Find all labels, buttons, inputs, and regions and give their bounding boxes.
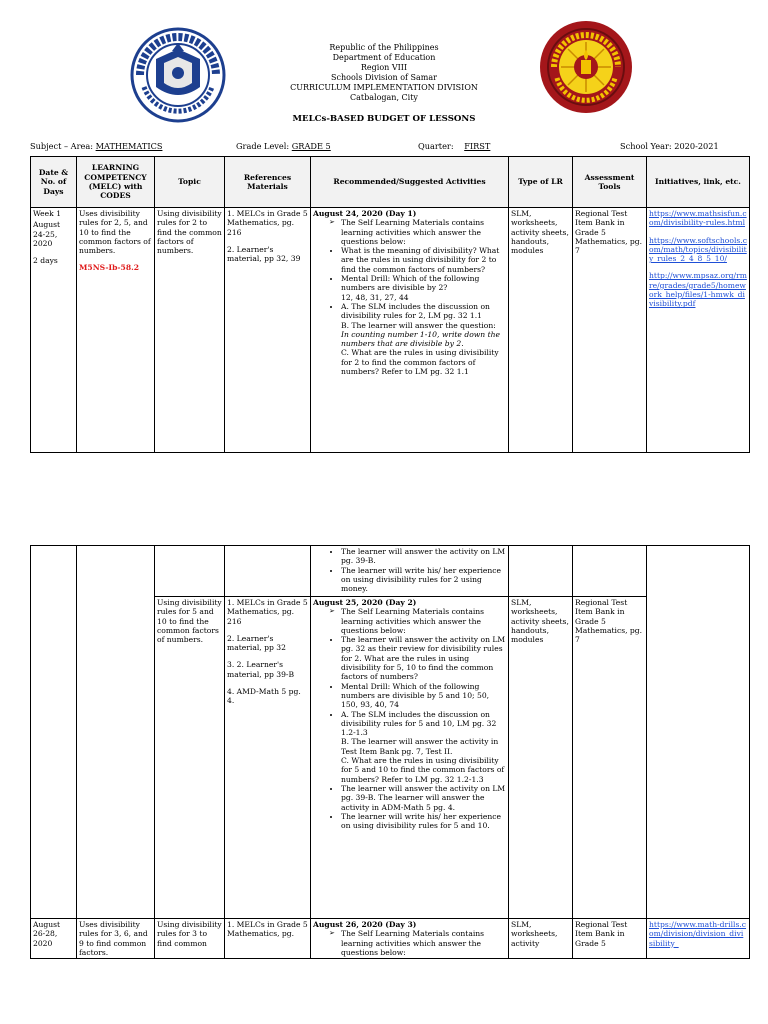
references-cell: 1. MELCs in Grade 5 Mathematics, pg. xyxy=(225,919,311,959)
resource-link[interactable]: https://www.math-drills.com/division/division_divisibility_ xyxy=(649,920,747,948)
resource-link[interactable]: http://www.mpsaz.org/rmre/grades/grade5/homework_help/files/1-hmwk_divisibility.pdf xyxy=(649,271,747,309)
day-title: August 25, 2020 (Day 2) xyxy=(313,598,417,607)
quarter-value: FIRST xyxy=(464,141,491,151)
topic-cell: Using divisibility rules for 3 to find common xyxy=(155,919,225,959)
activity-text: C. What are the rules in using divisibility for 2 to find the common factors of numbers? Refer to LM pg. 32 1.1 xyxy=(341,348,499,377)
activities-cell xyxy=(311,597,509,919)
date-cell: August 26-28, 2020 xyxy=(31,919,77,959)
subject-area xyxy=(30,141,162,151)
budget-table-page-2 xyxy=(30,545,750,959)
activity-text: Mental Drill: Which of the following numbers are divisible by 2? xyxy=(341,274,480,293)
col-assessment: Assessment Tools xyxy=(573,157,647,208)
resource-link[interactable]: https://www.softschools.com/math/topics/divisibility_rules_2_4_8_5_10/ xyxy=(649,235,747,264)
topic-cell: Using divisibility rules for 5 and 10 to find the common factors of numbers. xyxy=(155,597,225,919)
activity-text: A. The SLM includes the discussion on divisibility rules for 2, LM pg. 32 1.1 xyxy=(341,301,490,321)
col-melc: LEARNING COMPETENCY (MELC) with CODES xyxy=(77,157,155,208)
subject-value: MATHEMATICS xyxy=(95,141,163,151)
activity-item: ➢ The Self Learning Materials contains learning activities which answer the questions below: xyxy=(341,929,506,957)
header-line-2: Department of Education xyxy=(332,53,436,62)
assessment-cell: Regional Test Item Bank in Grade 5 Mathematics, pg. 7 xyxy=(573,597,647,919)
col-references: References Materials xyxy=(225,157,311,208)
table-row xyxy=(31,546,750,597)
week-label: Week 1 xyxy=(33,209,62,218)
col-topic: Topic xyxy=(155,157,225,208)
reference-item: 1. MELCs in Grade 5 Mathematics, pg. 216 xyxy=(227,209,308,237)
type-lr-cell xyxy=(509,546,573,597)
grade-level xyxy=(236,141,331,151)
activity-item: • The learner will answer the activity on LM pg. 39-B. The learner will answer the activity in ADM-Math 5 pg. 4. xyxy=(341,784,506,812)
initiatives-cell xyxy=(647,546,750,919)
header-line-3: Region VIII xyxy=(360,63,408,72)
reference-item: 2. Learner's material, pp 32 xyxy=(227,633,286,653)
reference-item: 3. 2. Learner's material, pp 39-B xyxy=(227,660,295,679)
type-lr-cell: SLM, worksheets, activity xyxy=(509,919,573,959)
resource-link[interactable]: https://www.mathsisfun.com/divisibility-rules.html xyxy=(649,209,747,228)
references-cell xyxy=(225,208,311,453)
activity-item xyxy=(341,302,506,376)
type-lr-cell: SLM, worksheets, activity sheets, handouts, modules xyxy=(509,597,573,919)
subject-label: Subject – Area: xyxy=(30,141,93,151)
col-type-lr: Type of LR xyxy=(509,157,573,208)
activity-text: B. The learner will answer the activity in Test Item Bank pg. 7, Test II. xyxy=(341,737,499,756)
topic-cell xyxy=(155,546,225,597)
activity-item xyxy=(341,274,506,302)
activity-question: In counting number 1-10, write down the numbers that are divisible by 2. xyxy=(341,329,501,349)
reference-item: 4. AMD-Math 5 pg. 4. xyxy=(227,687,301,706)
quarter-label: Quarter: xyxy=(418,141,454,151)
activity-item: • The learner will answer the activity on LM pg. 39-B. xyxy=(341,547,506,566)
activity-text: A. The SLM includes the discussion on divisibility rules for 5 and 10, LM pg. 32 1.2-1.3 xyxy=(341,709,497,738)
topic-cell: Using divisibility rules for 2 to find the common factors of numbers. xyxy=(155,208,225,453)
table-row xyxy=(31,919,750,959)
assessment-cell: Regional Test Item Bank in Grade 5 xyxy=(573,919,647,959)
melc-cell: Uses divisibility rules for 3, 6, and 9 to find common factors. xyxy=(77,919,155,959)
activity-item: • The learner will answer the activity on LM pg. 32 as their review for divisibility rules for 2. What are the rules in using divisibility for 5, 10 to find the common factors of numbers? xyxy=(341,635,506,681)
references-cell xyxy=(225,546,311,597)
header-line-6: Catbalogan, City xyxy=(350,93,418,102)
activity-item: • The learner will write his/ her experience on using divisibility rules for 5 and 10. xyxy=(341,812,506,831)
activities-cell xyxy=(311,208,509,453)
date-cell xyxy=(31,208,77,453)
col-initiatives: Initiatives, link, etc. xyxy=(647,157,750,208)
melc-cell xyxy=(77,546,155,919)
activity-text: C. What are the rules in using divisibility for 5 and 10 to find the common factors of numbers? Refer to LM pg. 32 1.2-1.3 xyxy=(341,756,505,784)
initiatives-cell xyxy=(647,208,750,453)
date-range: August 24-25, 2020 xyxy=(33,220,61,248)
activity-item: • The learner will write his/ her experience on using divisibility rules for 2 using money. xyxy=(341,566,506,594)
budget-table-page-1 xyxy=(30,156,750,453)
type-lr-cell: SLM, worksheets, activity sheets, handouts, modules xyxy=(509,208,573,453)
school-year: School Year: 2020-2021 xyxy=(620,141,719,151)
grade-label: Grade Level: xyxy=(236,141,290,151)
initiatives-cell xyxy=(647,919,750,959)
activity-text: B. The learner will answer the question: xyxy=(341,320,496,330)
col-activities: Recommended/Suggested Activities xyxy=(311,157,509,208)
table-header-row xyxy=(31,157,750,208)
assessment-cell xyxy=(573,546,647,597)
days-count: 2 days xyxy=(33,256,58,266)
melc-code: M5NS-Ib-58.2 xyxy=(79,263,140,273)
day-title: August 26, 2020 (Day 3) xyxy=(313,920,417,929)
melc-text: Uses divisibility rules for 2, 5, and 10 to find the common factors of numbers. xyxy=(79,209,151,256)
header-line-1: Republic of the Philippines xyxy=(329,43,439,52)
references-cell xyxy=(225,597,311,919)
reference-item: 2. Learner's material, pp 32, 39 xyxy=(227,244,301,264)
quarter xyxy=(418,141,490,151)
activity-item xyxy=(341,710,506,784)
header-line-4: Schools Division of Samar xyxy=(331,73,437,82)
melc-cell xyxy=(77,208,155,453)
grade-value: GRADE 5 xyxy=(291,141,331,151)
col-date: Date & No. of Days xyxy=(31,157,77,208)
activity-item: ➢ The Self Learning Materials contains learning activities which answer the questions below: xyxy=(341,607,506,635)
activity-item: • What is the meaning of divisibility? What are the rules in using divisibility for 2 to find the common factors of numbers? xyxy=(341,246,506,274)
table-row xyxy=(31,208,750,453)
date-cell xyxy=(31,546,77,919)
activity-item: ➢ The Self Learning Materials contains learning activities which answer the questions below: xyxy=(341,218,506,246)
activities-cell xyxy=(311,546,509,597)
activities-cell xyxy=(311,919,509,959)
day-title: August 24, 2020 (Day 1) xyxy=(313,209,417,218)
header-line-5: CURRICULUM IMPLEMENTATION DIVISION xyxy=(290,83,478,92)
document-title: MELCs-BASED BUDGET OF LESSONS xyxy=(292,114,476,124)
reference-item: 1. MELCs in Grade 5 Mathematics, pg. 216 xyxy=(227,598,308,626)
activity-numbers: 12, 48, 31, 27, 44 xyxy=(341,292,409,302)
assessment-cell: Regional Test Item Bank in Grade 5 Mathematics, pg. 7 xyxy=(573,208,647,453)
activity-item: • Mental Drill: Which of the following numbers are divisible by 5 and 10; 50, 150, 93, 40, 74 xyxy=(341,682,506,710)
